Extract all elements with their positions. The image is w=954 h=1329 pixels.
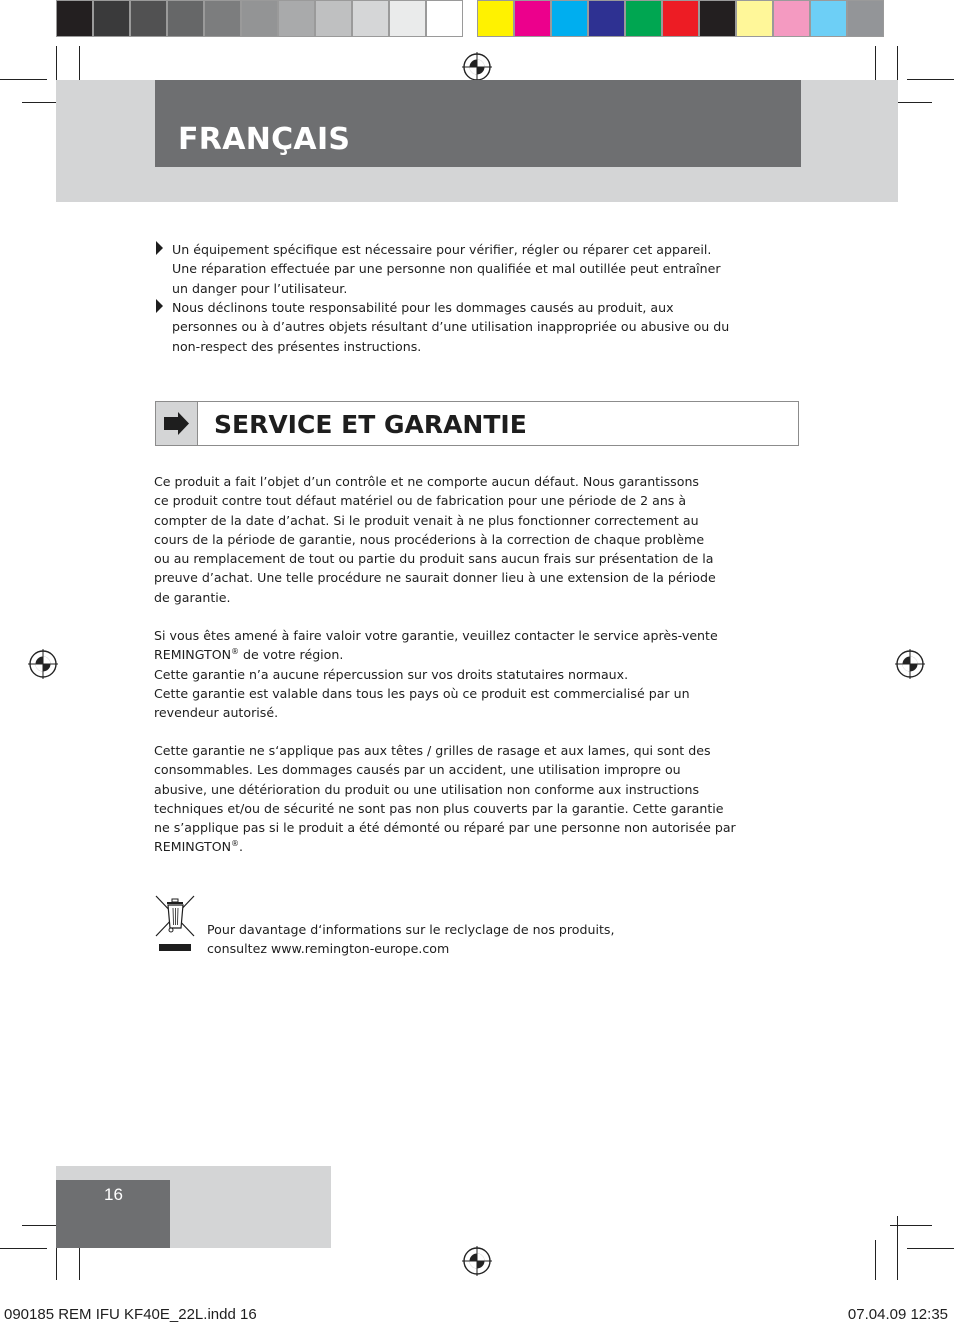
- list-item: Nous déclinons toute responsabilité pour les dommages causés au produit, aux personnes ou à d’autres objets résultant d’une utilisation inappropriée ou abusive ou du non-respect des présentes instructions.: [172, 300, 730, 354]
- color-swatch: [389, 0, 426, 37]
- page-number: 16: [104, 1185, 123, 1204]
- color-swatch: [426, 0, 463, 37]
- warranty-paragraph-2: Si vous êtes amené à faire valoir votre garantie, veuillez contacter le service après-vente REMINGTON® de votre région. Cette garantie n’a aucune répercussion sur vos droits statutaires normaux. Cette garantie est valable dans tous les pays où ce produit est commercialisé par un revendeur autorisé.: [154, 626, 784, 722]
- section-icon-box: [155, 401, 198, 446]
- registration-mark-right: [895, 649, 925, 679]
- color-swatch: [625, 0, 662, 37]
- color-swatch: [514, 0, 551, 37]
- warranty-paragraph-3: Cette garantie ne s‘applique pas aux têtes / grilles de rasage et aux lames, qui sont des consommables. Les dommages causés par un accident, une utilisation impropre ou abusive, une détérioration du produit ou une utilisation non conforme aux instructions techniques et/ou de sécurité ne sont pas non plus couverts par la garantie. Cette garantie ne s’applique pas si le produit a été démonté ou réparé par une personne non autorisée par REMINGTON®.: [154, 741, 794, 857]
- color-swatch: [278, 0, 315, 37]
- brand-line: REMINGTON®.: [154, 839, 244, 855]
- color-swatch: [810, 0, 847, 37]
- color-swatch: [662, 0, 699, 37]
- crossed-out-bin-icon: [154, 895, 196, 955]
- color-swatch: [130, 0, 167, 37]
- bullet-triangle-icon: [156, 241, 163, 255]
- section-title: SERVICE ET GARANTIE: [214, 410, 527, 439]
- color-calibration-strip: [56, 0, 898, 40]
- arrow-right-icon: [156, 402, 197, 445]
- list-item: Un équipement spécifique est nécessaire pour vérifier, régler ou réparer cet appareil. Une réparation effectuée par une personne non qualifiée et mal outillée peut entraîner un danger pour l’utilisateur.: [172, 242, 721, 296]
- registration-mark-left: [28, 649, 58, 679]
- color-swatch: [736, 0, 773, 37]
- color-swatch: [93, 0, 130, 37]
- recycling-info: Pour davantage d‘informations sur le reclyclage de nos produits, consultez www.remington-europe.com: [207, 922, 615, 957]
- brand-line: REMINGTON® de votre région.: [154, 647, 344, 663]
- slug-timestamp: 07.04.09 12:35: [847, 1306, 948, 1323]
- color-swatch: [847, 0, 884, 37]
- color-swatch: [56, 0, 93, 37]
- color-swatch: [352, 0, 389, 37]
- color-swatch: [204, 0, 241, 37]
- color-swatch: [773, 0, 810, 37]
- color-swatch: [551, 0, 588, 37]
- color-swatch: [477, 0, 514, 37]
- page-title: FRANÇAIS: [178, 122, 351, 157]
- slug-file-info: 090185 REM IFU KF40E_22L.indd 16: [4, 1306, 257, 1323]
- color-swatch: [315, 0, 352, 37]
- color-swatch: [241, 0, 278, 37]
- warranty-paragraph-1: Ce produit a fait l’objet d’un contrôle et ne comporte aucun défaut. Nous garantissons ce produit contre tout défaut matériel ou de fabrication pour une période de 2 ans à compter de la date d’achat. Si le produit venait à ne plus fonctionner correctement au cours de la période de garantie, nous procéderions à la correction de chaque problème ou au remplacement de tout ou partie du produit sans aucun frais sur présentation de la preuve d’achat. Une telle procédure ne saurait donner lieu à une extension de la période de garantie.: [154, 474, 716, 605]
- color-swatch: [167, 0, 204, 37]
- bullet-triangle-icon: [156, 299, 163, 313]
- color-swatch: [699, 0, 736, 37]
- registration-mark-bottom: [462, 1246, 492, 1276]
- registration-mark-top: [462, 52, 492, 82]
- color-swatch: [588, 0, 625, 37]
